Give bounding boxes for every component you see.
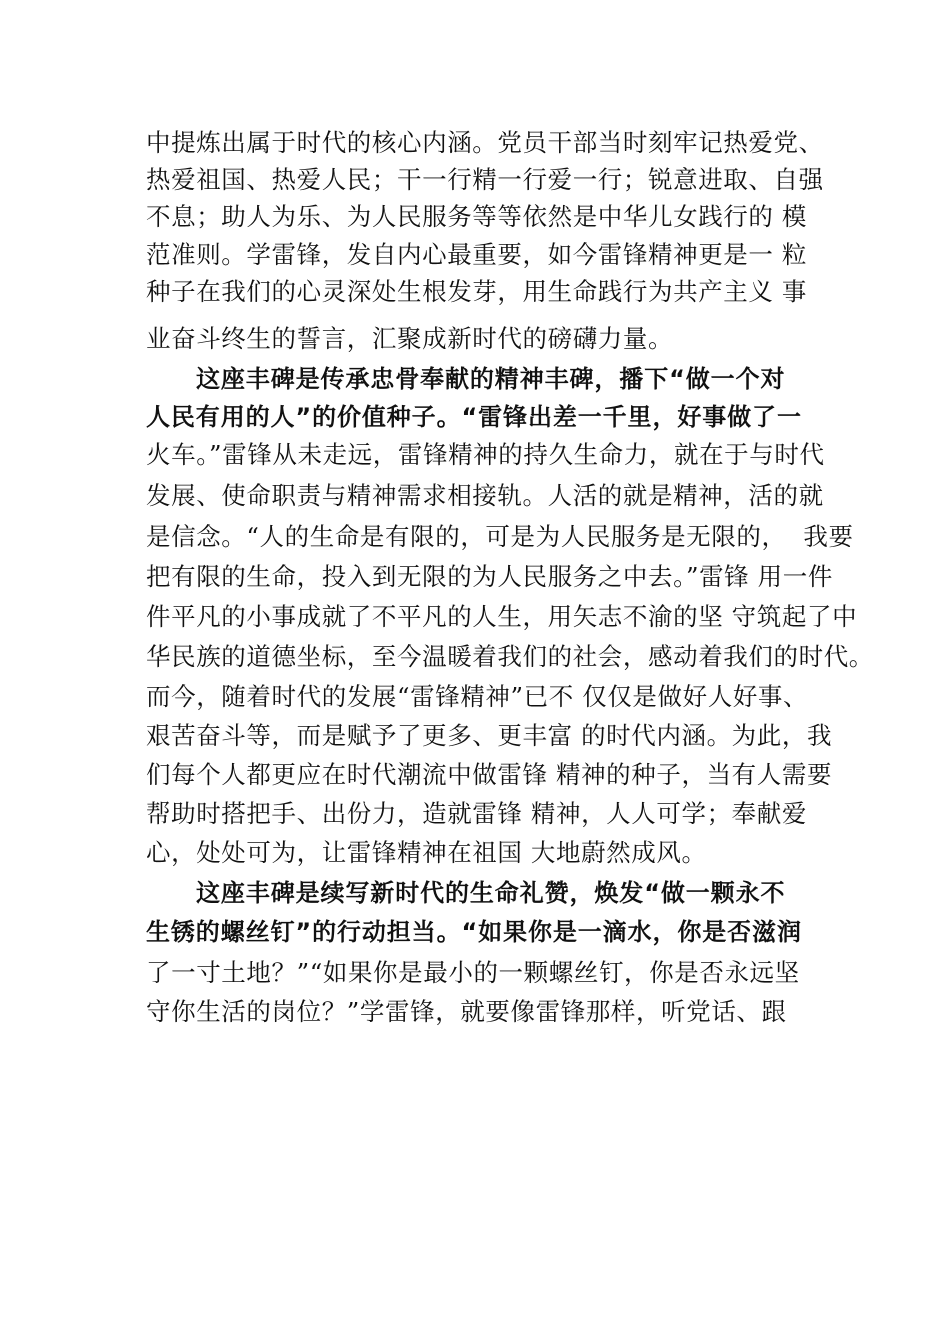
section-heading-line: 生锈的螺丝钉”的行动担当。“如果你是一滴水，你是否滋润: [146, 918, 802, 946]
text-line: 华民族的道德坐标，至今温暖着我们的社会，感动着我们的时代。: [146, 642, 874, 671]
text-line: 不息；助人为乐、为人民服务等等依然是中华儿女践行的 模: [146, 202, 807, 231]
section-heading-line: 人民有用的人”的价值种子。“雷锋出差一千里，好事做了一: [146, 403, 802, 431]
text-line: 火车。”雷锋从未走远，雷锋精神的持久生命力，就在于与时代: [146, 440, 825, 469]
text-line: 种子在我们的心灵深处生根发芽，用生命践行为共产主义 事: [146, 277, 807, 306]
text-line: 守你生活的岗位？”学雷锋，就要像雷锋那样，听党话、跟: [146, 997, 787, 1026]
section-heading-line: 这座丰碑是续写新时代的生命礼赞，焕发“做一颗永不: [196, 879, 786, 907]
text-line: 中提炼出属于时代的核心内涵。党员干部当时刻牢记热爱党、: [146, 128, 824, 157]
text-line: 业奋斗终生的誓言，汇聚成新时代的磅礴力量。: [146, 324, 674, 353]
text-line: 件平凡的小事成就了不平凡的人生，用矢志不渝的坚 守筑起了中: [146, 602, 858, 631]
text-line: 帮助时搭把手、出份力，造就雷锋 精神，人人可学；奉献爱: [146, 799, 807, 828]
text-line: 是信念。“人的生命是有限的，可是为人民服务是无限的， 我要: [146, 522, 854, 551]
text-line: 把有限的生命，投入到无限的为人民服务之中去。”雷锋 用一件: [146, 562, 833, 591]
text-line: 了一寸土地？”“如果你是最小的一颗螺丝钉，你是否永远坚: [146, 958, 800, 987]
text-line: 热爱祖国、热爱人民；干一行精一行爱一行；锐意进取、自强: [146, 165, 824, 194]
text-line: 发展、使命职责与精神需求相接轨。人活的就是精神，活的就: [146, 481, 824, 510]
text-line: 心，处处可为，让雷锋精神在祖国 大地蔚然成风。: [146, 838, 707, 867]
text-line: 艰苦奋斗等，而是赋予了更多、更丰富 的时代内涵。为此，我: [146, 721, 833, 750]
text-line: 而今，随着时代的发展“雷锋精神”已不 仅仅是做好人好事、: [146, 682, 809, 711]
text-line: 们每个人都更应在时代潮流中做雷锋 精神的种子，当有人需要: [146, 760, 833, 789]
section-heading-line: 这座丰碑是传承忠骨奉献的精神丰碑，播下“做一个对: [196, 365, 786, 393]
text-line: 范准则。学雷锋，发自内心最重要，如今雷锋精神更是一 粒: [146, 240, 807, 269]
